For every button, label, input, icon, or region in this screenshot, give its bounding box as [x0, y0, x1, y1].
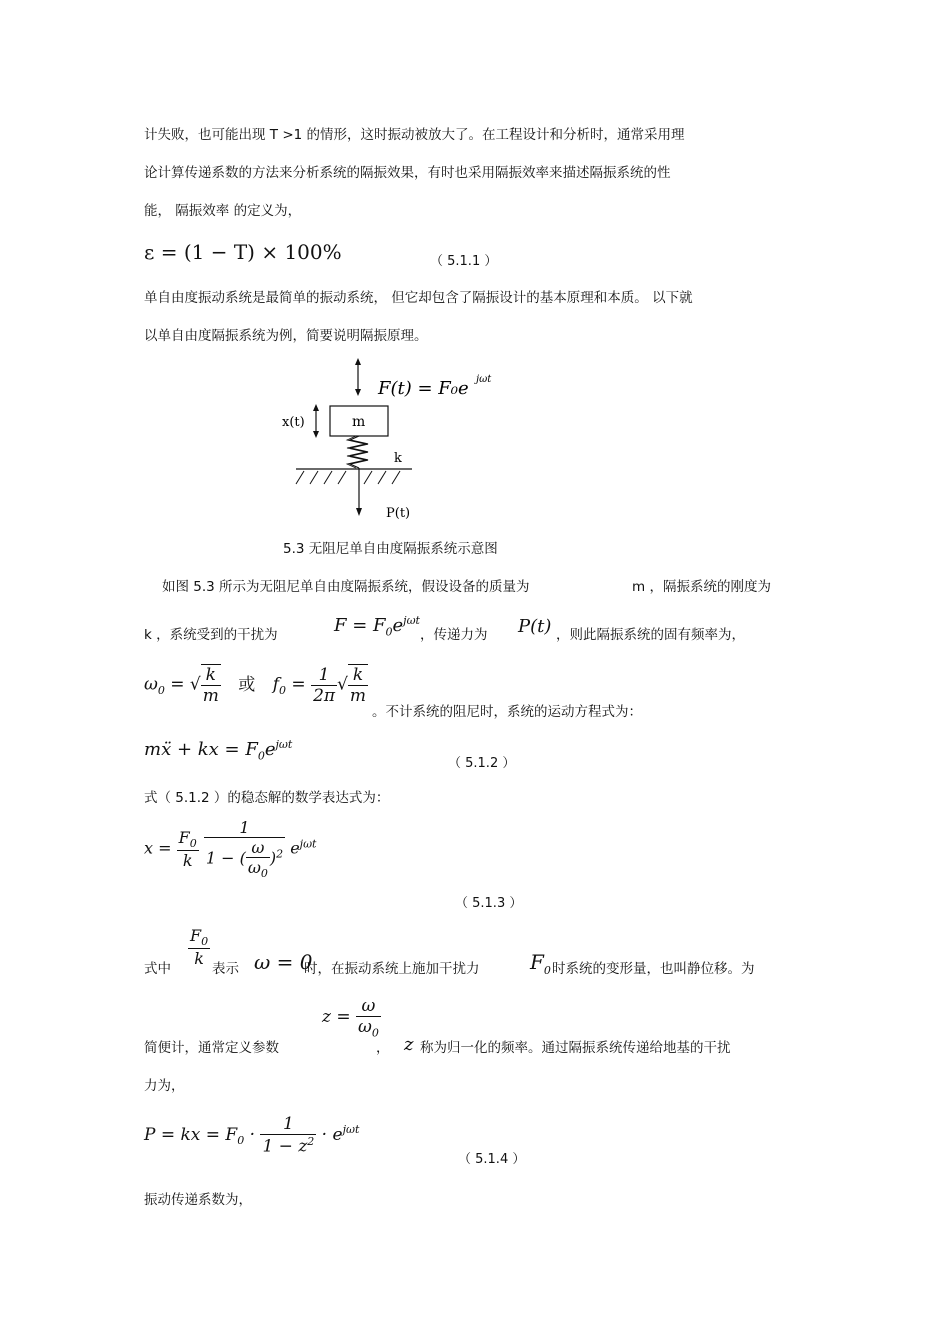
- text-line-13: 振动传递系数为，: [144, 1192, 252, 1208]
- equation-number-5-1-1: （ 5.1.1 ）: [430, 254, 498, 269]
- text-line-10b: 表示: [212, 961, 239, 977]
- text-line-12: 力为，: [144, 1078, 185, 1094]
- text-line-10a: 式中: [144, 961, 171, 977]
- figure-caption: 5.3 无阻尼单自由度隔振系统示意图: [283, 541, 498, 557]
- text-line-10c: 时，在振动系统上施加干扰力: [304, 961, 480, 977]
- natural-frequency-formula: $\omega_0$ = √ $\frac{k}{m}$ 或 $f_0$ = $\frac{1}{2\pi}$ √ $\frac{k}{m}$: [144, 664, 367, 706]
- text-line-8: 。不计系统的阻尼时，系统的运动方程式为：: [372, 704, 642, 720]
- equation-number-5-1-3: （ 5.1.3 ）: [455, 896, 523, 911]
- text-line-11a: 简便计，通常定义参数: [144, 1040, 279, 1056]
- text-line-5: 以单自由度隔振系统为例，简要说明隔振原理。: [144, 328, 428, 344]
- text-line-6a: 如图 5.3 所示为无阻尼单自由度隔振系统，假设设备的质量为: [162, 579, 530, 595]
- or-word: 或: [238, 674, 256, 695]
- displacement-label: x(t): [282, 415, 305, 430]
- force-exponent: jωt: [476, 374, 492, 385]
- transmitted-force-formula: P = kx = $F_0$ · $\frac{1}{1 - z^2}$ · $e^{j\omega t}$: [144, 1114, 360, 1157]
- z-symbol: z: [404, 1034, 414, 1055]
- text-line-7b: ，传递力为: [420, 627, 488, 643]
- disturbance-formula: $F = F_0e^{j\omega t}$: [334, 614, 420, 639]
- text-line-2: 论计算传递系数的方法来分析系统的隔振效果，有时也采用隔振效率来描述隔振系统的性: [144, 165, 671, 181]
- equation-number-5-1-2: （ 5.1.2 ）: [448, 756, 516, 771]
- text-line-11c: 称为归一化的频率。通过隔振系统传递给地基的干扰: [420, 1040, 731, 1056]
- transmitted-force-label: P(t): [386, 506, 411, 521]
- motion-equation: mẍ + kx = $F_0e^{j\omega t}$: [144, 738, 293, 763]
- isolation-system-diagram: [280, 356, 520, 526]
- steady-state-solution: x = $\frac{F_0}{k}$ 1 1 − ( $\frac{\omega}{\omega_0}$ )$^2$ $e^{j\omega t}$: [144, 818, 317, 881]
- transmitted-force-symbol: P(t): [518, 616, 552, 637]
- text-line-3: 能， 隔振效率 的定义为，: [144, 203, 302, 219]
- equation-number-5-1-4: （ 5.1.4 ）: [458, 1152, 526, 1167]
- text-line-7a: k ，系统受到的干扰为: [144, 627, 278, 643]
- force-label: F(t) = F₀e: [378, 378, 469, 399]
- text-line-10d: 时系统的变形量，也叫静位移。为: [552, 961, 755, 977]
- text-line-7c: ，则此隔振系统的固有频率为，: [556, 627, 745, 643]
- text-line-9: 式（ 5.1.2 ）的稳态解的数学表达式为：: [144, 790, 390, 806]
- force-amplitude-symbol: $F_0$: [530, 950, 551, 977]
- efficiency-formula: ε = (1 − T) × 100%: [144, 240, 342, 264]
- text-line-1: 计失败，也可能出现 T >1 的情形，这时振动被放大了。在工程设计和分析时，通常采用理: [144, 127, 685, 143]
- text-line-11b: ，: [376, 1040, 390, 1056]
- omega-zero-formula: ω = 0: [254, 950, 313, 974]
- spring-label: k: [394, 451, 402, 466]
- text-line-6b: m ，隔振系统的刚度为: [632, 579, 771, 595]
- text-line-4: 单自由度振动系统是最简单的振动系统， 但它却包含了隔振设计的基本原理和本质。 以下就: [144, 290, 693, 306]
- mass-label: m: [352, 414, 366, 430]
- static-deflection-fraction: $\frac{F_0}{k}$: [190, 926, 209, 969]
- normalized-frequency-formula: z = $\frac{\omega}{\omega_0}$: [322, 996, 379, 1040]
